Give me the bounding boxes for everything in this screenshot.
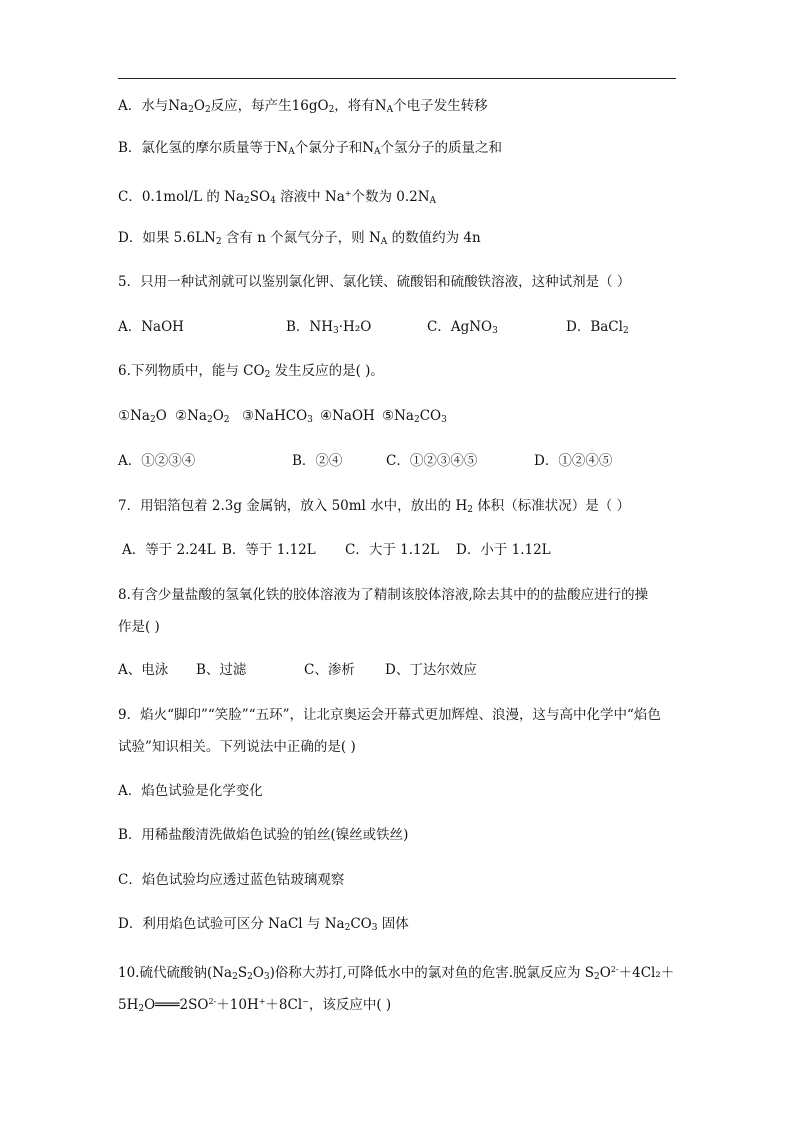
q6-option-c: C．①②③④⑤ xyxy=(386,453,478,469)
q10-stem-line1: 10.硫代硫酸钠$(Na_2S_2O_3)$俗称大苏打,可降低水中的氯对鱼的危害.脱氯反应为 $S_2O^{2-}+4Cl_2+$ xyxy=(118,965,675,982)
q7-option-d: D．小于 1.12L xyxy=(456,542,551,558)
q8-stem-line2: 作是( ) xyxy=(118,619,160,635)
q6-option-d: D．①②④⑤ xyxy=(534,453,613,469)
q9-stem-line1: 9．焰火“脚印”“笑脸”“五环”，让北京奥运会开幕式更加辉煌、浪漫，这与高中化学中“焰色 xyxy=(118,707,661,723)
q9-option-a: A．焰色试验是化学变化 xyxy=(118,783,263,799)
q5-option-c: C．AgNO$_3$ xyxy=(427,319,498,336)
q6-stem: 6.下列物质中，能与 $CO_2$ 发生反应的是( )。 xyxy=(118,363,384,380)
q9-stem-line2: 试验”知识相关。下列说法中正确的是( ) xyxy=(118,739,356,755)
q6-item-4: ④NaOH xyxy=(320,408,375,424)
q6-item-5: $⑤Na_2CO_3$ xyxy=(382,408,447,425)
q4-option-a: A．水与$Na_2O_2$反应，每产生$16gO_2$，将有$N_A$个电子发生转移 xyxy=(118,98,488,115)
q6-item-2: $②Na_2O_2$ xyxy=(175,408,230,425)
q8-option-b: B、过滤 xyxy=(196,662,247,678)
q10-stem-line2: $5H_2O═══2SO^{2-}+10H^++8Cl^-$，该反应中( ) xyxy=(118,997,392,1014)
q6-option-a: A．①②③④ xyxy=(118,453,196,469)
q4-option-b: B．氯化氢的摩尔质量等于$N_A$个氯分子和$N_A$个氢分子的质量之和 xyxy=(118,140,503,157)
q5-option-a: A．NaOH xyxy=(118,319,184,335)
q9-option-b: B．用稀盐酸清洗做焰色试验的铂丝(镍丝或铁丝) xyxy=(118,827,409,843)
q6-item-3: ③NaHCO$_3$ xyxy=(242,408,313,425)
q7-stem: 7．用铝箔包着 2.3g 金属钠，放入 50ml 水中，放出的 $H_2$ 体积（标准状况）是（ ） xyxy=(118,498,631,515)
q8-option-c: C、渗析 xyxy=(304,662,355,678)
q4-option-d: D．如果 $5.6LN_2$ 含有 n 个氮气分子，则 $N_A$ 的数值约为 4n xyxy=(118,230,481,247)
q8-option-d: D、丁达尔效应 xyxy=(385,662,477,678)
q7-option-c: C．大于 1.12L xyxy=(345,542,440,558)
q7-option-a: A．等于 2.24L xyxy=(122,542,216,558)
q4-option-c: C．0.1mol/L 的 $Na_2SO_4$ 溶液中 Na+个数为 $0.2N_A$ xyxy=(118,189,437,206)
q5-option-d: D．BaCl$_2$ xyxy=(566,319,629,336)
q8-option-a: A、电泳 xyxy=(118,662,169,678)
q6-item-1: $①Na_2O$ xyxy=(118,408,167,425)
q5-stem: 5．只用一种试剂就可以鉴别氯化钾、氯化镁、硫酸铝和硫酸铁溶液，这种试剂是（ ） xyxy=(118,274,631,290)
q7-option-b: B．等于 1.12L xyxy=(222,542,316,558)
header-rule xyxy=(118,78,676,79)
q8-stem-line1: 8.有含少量盐酸的氢氧化铁的胶体溶液为了精制该胶体溶液,除去其中的的盐酸应进行的操 xyxy=(118,587,649,603)
q5-option-b: B．$NH_3\cdot H_2O$ xyxy=(286,319,372,336)
q9-option-c: C．焰色试验均应透过蓝色钴玻璃观察 xyxy=(118,872,345,888)
q6-option-b: B．②④ xyxy=(292,453,343,469)
q9-option-d: D．利用焰色试验可区分 NaCl 与 $Na_2CO_3$ 固体 xyxy=(118,916,409,933)
